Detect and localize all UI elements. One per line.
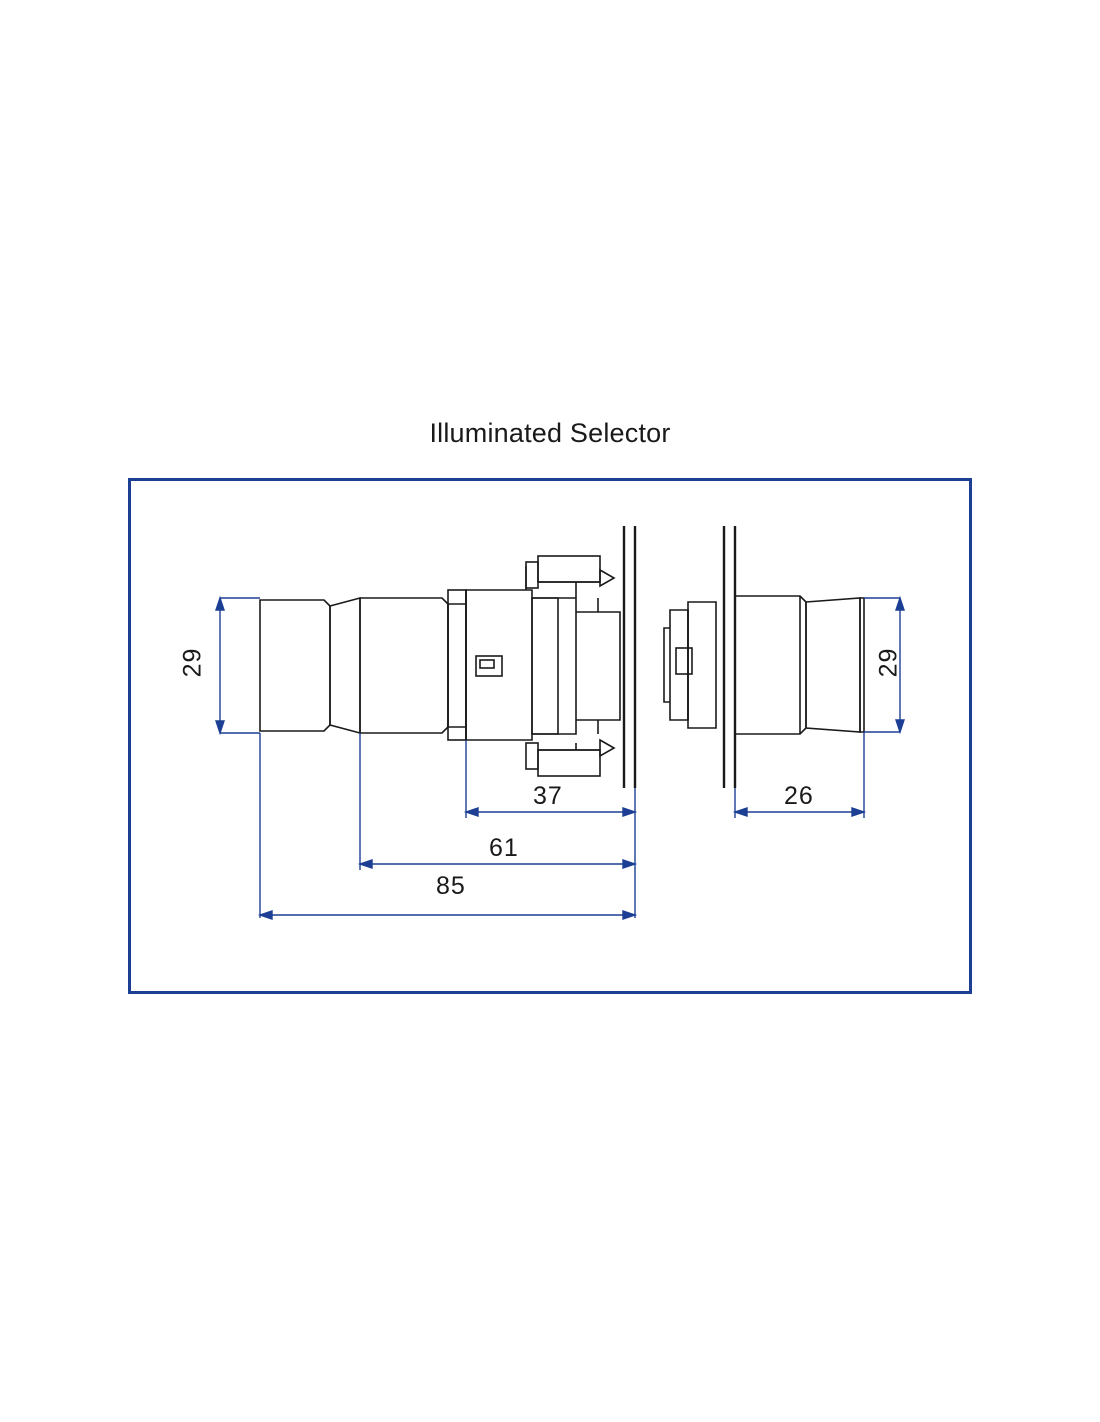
dimension-height-right: 29 — [874, 647, 903, 678]
dimension-height-left: 29 — [178, 647, 207, 678]
dimension-length-26: 26 — [784, 782, 814, 810]
dimension-length-85: 85 — [436, 872, 466, 900]
side-view-geometry — [260, 526, 635, 788]
page-title: Illuminated Selector — [429, 418, 671, 448]
front-view-geometry — [664, 526, 864, 788]
dimension-length-37: 37 — [533, 782, 563, 810]
dimension-length-61: 61 — [489, 834, 519, 862]
dimensional-drawing — [128, 478, 972, 994]
